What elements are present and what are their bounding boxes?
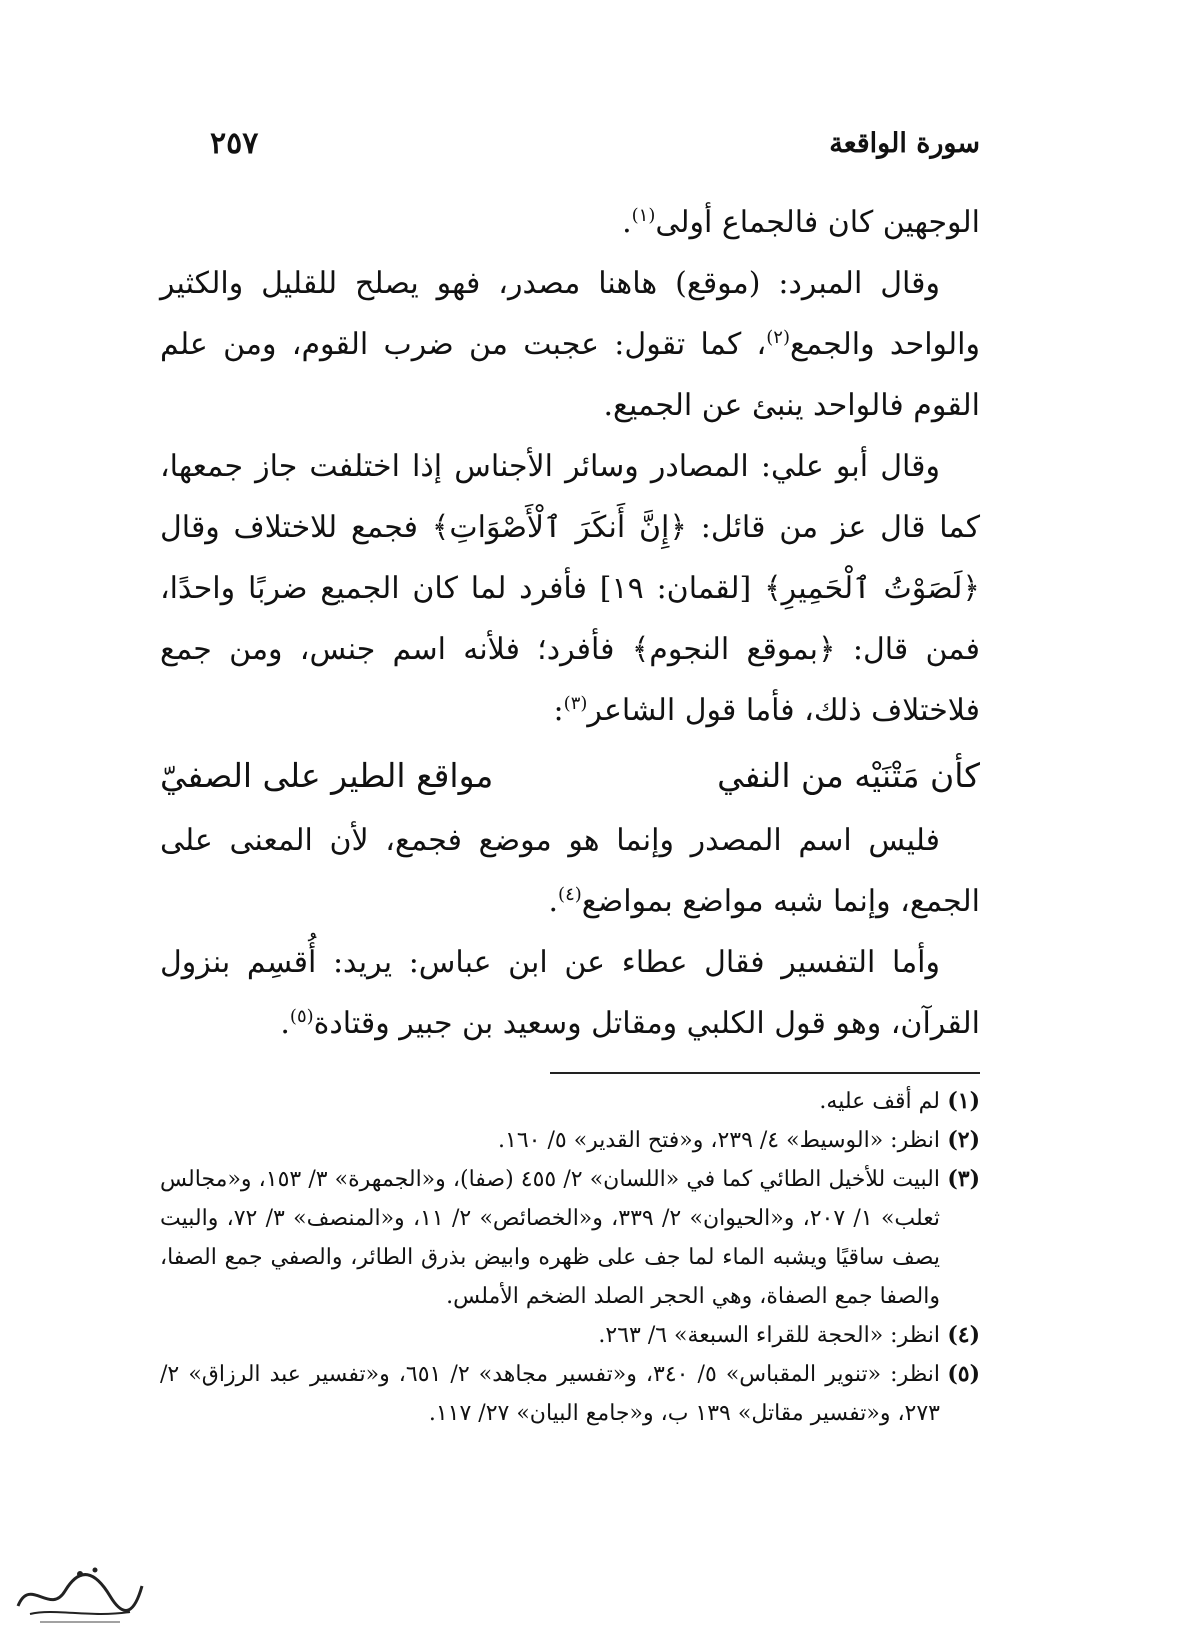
footnote-ref-1[interactable]: (١) [631, 205, 656, 226]
footnote-number: (٥) [947, 1361, 980, 1387]
footnote-number: (٣) [947, 1166, 980, 1192]
surah-title: سورة الواقعة [829, 127, 980, 159]
page-number: ٢٥٧ [210, 125, 259, 161]
footnote-divider [550, 1072, 980, 1074]
footnote-ref-4[interactable]: (٤) [558, 884, 582, 905]
main-text [160, 192, 980, 1054]
footnote-text: انظر: «تنوير المقباس» ٥/ ٣٤٠، و«تفسير مجاهد» ٢/ ٦٥١، و«تفسير عبد الرزاق» ٢/ ٢٧٣، و«تفسير مقاتل» ١٣٩ ب، و«جامع البيان» ٢٧/ ١١٧. [160, 1362, 940, 1426]
footnote-2 [160, 1121, 980, 1160]
footnote-number: (٢) [947, 1127, 980, 1153]
footnote-text: انظر: «الحجة للقراء السبعة» ٦/ ٢٦٣. [598, 1323, 940, 1348]
footnote-ref-5[interactable]: (٥) [289, 1006, 314, 1027]
footnote-text: انظر: «الوسيط» ٤/ ٢٣٩، و«فتح القدير» ٥/ ١٦٠. [498, 1128, 940, 1153]
paragraph-1: الوجهين كان فالجماع أولى$^{(١)}$. [622, 205, 980, 240]
paragraph-4: فليس اسم المصدر وإنما هو موضع فجمع، لأن المعنى على الجمع، وإنما شبه مواضع بمواضع$^{(٤)}$. [160, 823, 980, 919]
footnote-5 [160, 1355, 980, 1433]
paragraph-5: وأما التفسير فقال عطاء عن ابن عباس: يريد: أُقسِم بنزول القرآن، وهو قول الكلبي ومقاتل وسعيد بن جبير وقتادة$^{(٥)}$. [160, 945, 980, 1041]
footnote-text: البيت للأخيل الطائي كما في «اللسان» ٢/ ٤٥٥ (صفا)، و«الجمهرة» ٣/ ١٥٣، و«مجالس ثعلب» ١/ ٢٠٧، و«الحيوان» ٢/ ٣٣٩، و«الخصائص» ٢/ ١١، و«المنصف» ٣/ ٧٢، والبيت يصف ساقيًا ويشبه الماء لما جف على ظهره وابيض بذرق الطائر، والصفي جمع الصفا، والصفا جمع الصفاة، وهي الحجر الصلد الضخم الأملس. [160, 1167, 941, 1309]
footnote-ref-2[interactable]: (٢) [766, 327, 790, 348]
footnote-ref-3[interactable]: (٣) [563, 693, 588, 714]
poetry-verse [160, 745, 980, 806]
footnote-4 [160, 1316, 980, 1355]
footnotes [160, 1082, 980, 1433]
verse-first-hemistich: كأن مَتْنَيْه من النفي [717, 756, 980, 795]
paragraph-2: وقال المبرد: (موقع) هاهنا مصدر، فهو يصلح للقليل والكثير والواحد والجمع$^{(٢)}$، كما تقول: عجبت من ضرب القوم، ومن علم القوم فالواحد ينبئ عن الجميع. [160, 266, 981, 423]
footnote-number: (١) [947, 1088, 980, 1114]
publisher-logo-icon [10, 1556, 150, 1630]
footnote-text: لم أقف عليه. [819, 1089, 940, 1114]
footnote-number: (٤) [947, 1322, 980, 1348]
page-header [210, 118, 980, 168]
footnote-1 [160, 1082, 980, 1121]
footnote-3 [160, 1160, 980, 1316]
verse-second-hemistich: مواقع الطير على الصفيّ [160, 756, 494, 795]
paragraph-3: وقال أبو علي: المصادر وسائر الأجناس إذا اختلفت جاز جمعها، كما قال عز من قائل: ﴿إِنَّ أَنكَرَ ٱلْأَصْوَاتِ﴾ فجمع للاختلاف وقال ﴿لَصَوْتُ ٱلْحَمِيرِ﴾ [لقمان: ١٩] فأفرد لما كان الجميع ضربًا واحدًا، فمن قال: ﴿بموقع النجوم﴾ فأفرد؛ فلأنه اسم جنس، ومن جمع فلاختلاف ذلك، فأما قول الشاعر$^{(٣)}$: [160, 449, 980, 728]
